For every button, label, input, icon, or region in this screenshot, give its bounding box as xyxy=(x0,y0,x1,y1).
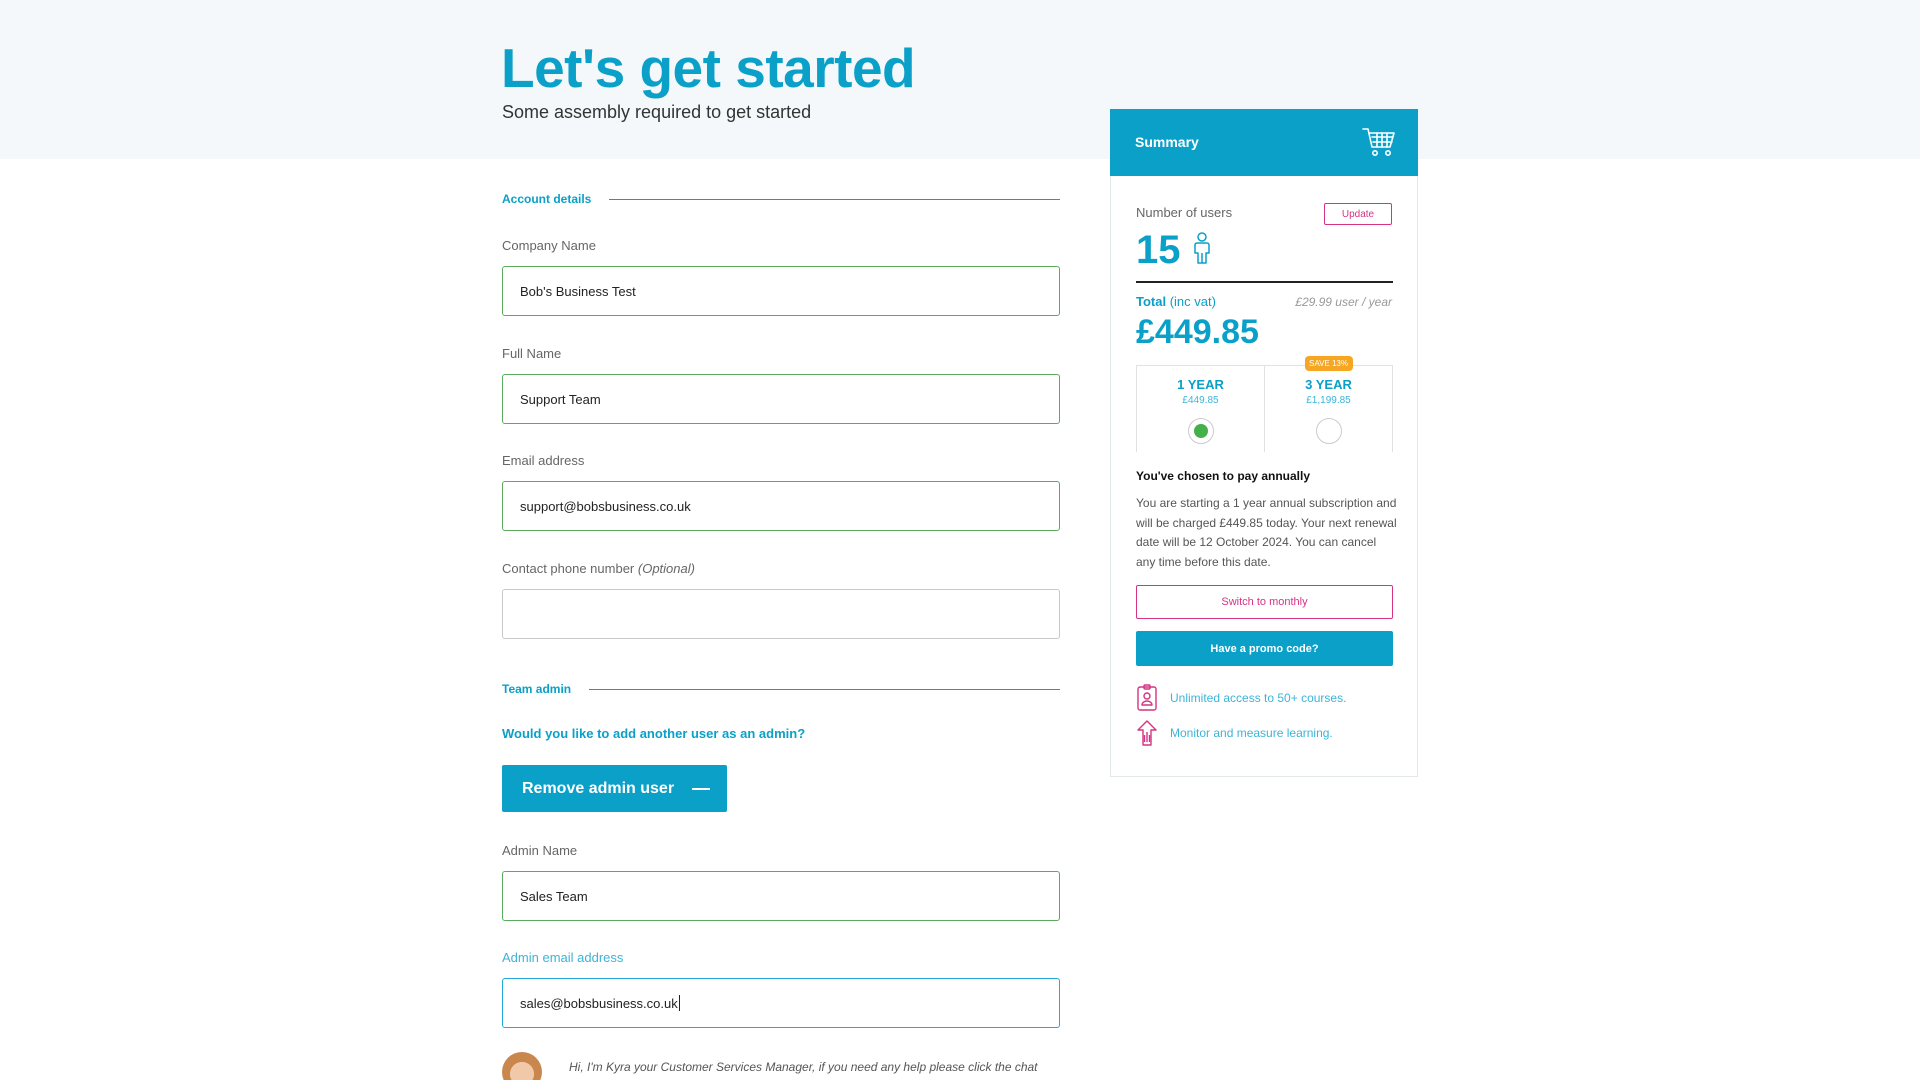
switch-to-monthly-button[interactable]: Switch to monthly xyxy=(1136,585,1393,619)
team-admin-header xyxy=(502,679,1060,699)
plan-selector xyxy=(1136,359,1393,452)
account-details-title: Account details xyxy=(502,192,592,206)
phone-input[interactable] xyxy=(502,589,1060,639)
company-name-value: Bob's Business Test xyxy=(520,283,636,299)
users-label: Number of users xyxy=(1136,205,1233,220)
avatar xyxy=(502,1052,542,1080)
update-users-button[interactable]: Update xyxy=(1324,203,1392,225)
admin-name-label: Admin Name xyxy=(502,843,578,858)
full-name-label: Full Name xyxy=(502,346,562,361)
plan-radio-selected[interactable] xyxy=(1188,418,1214,444)
minus-icon xyxy=(692,788,710,790)
cart-icon xyxy=(1362,125,1396,159)
remove-admin-button[interactable] xyxy=(502,765,727,812)
plan-radio[interactable] xyxy=(1316,418,1342,444)
total-label-text: Total xyxy=(1136,294,1167,309)
team-admin-title: Team admin xyxy=(502,682,572,696)
phone-label xyxy=(502,561,695,576)
order-summary-panel xyxy=(1110,109,1418,777)
email-value: support@bobsbusiness.co.uk xyxy=(520,498,691,514)
assistant-text: Hi, I'm Kyra your Customer Services Manager, if you need any help please click the chat xyxy=(569,1060,1038,1074)
company-name-input[interactable] xyxy=(502,266,1060,316)
summary-title: Summary xyxy=(1135,134,1199,150)
summary-header xyxy=(1110,109,1418,176)
admin-name-value: Sales Team xyxy=(520,888,588,904)
total-note: (inc vat) xyxy=(1169,294,1216,309)
admin-email-label: Admin email address xyxy=(502,950,624,965)
admin-email-input[interactable] xyxy=(502,978,1060,1028)
phone-optional-text: (Optional) xyxy=(637,561,695,576)
plan-title: 3 YEAR xyxy=(1305,377,1352,392)
summary-divider xyxy=(1136,281,1393,283)
savings-badge: SAVE 13% xyxy=(1305,356,1353,371)
plan-amount: £449.85 xyxy=(1182,395,1219,406)
admin-name-input[interactable] xyxy=(502,871,1060,921)
feature-text: Monitor and measure learning. xyxy=(1170,726,1333,740)
id-badge-icon xyxy=(1136,684,1158,712)
plan-amount: £1,199.85 xyxy=(1306,395,1351,406)
section-divider xyxy=(609,199,1060,200)
text-caret xyxy=(679,995,680,1011)
company-name-label: Company Name xyxy=(502,238,596,253)
plan-title: 1 YEAR xyxy=(1177,377,1224,392)
total-label xyxy=(1136,294,1216,309)
account-details-header xyxy=(502,189,1060,209)
full-name-value: Support Team xyxy=(520,391,601,407)
payment-choice-heading: You've chosen to pay annually xyxy=(1136,469,1311,483)
page-subtitle: Some assembly required to get started xyxy=(502,102,812,122)
page-header xyxy=(0,0,1920,159)
full-name-input[interactable] xyxy=(502,374,1060,424)
growth-arrow-icon xyxy=(1136,719,1158,747)
feature-text: Unlimited access to 50+ courses. xyxy=(1170,691,1347,705)
email-label: Email address xyxy=(502,453,585,468)
users-count: 15 xyxy=(1136,228,1181,272)
page-title: Let's get started xyxy=(501,37,916,99)
remove-admin-label: Remove admin user xyxy=(522,779,675,797)
per-user-price: £29.99 user / year xyxy=(1295,295,1392,309)
assistant-message xyxy=(502,1052,1060,1080)
email-input[interactable] xyxy=(502,481,1060,531)
plan-option-1-year[interactable] xyxy=(1137,366,1264,452)
total-price: £449.85 xyxy=(1136,313,1259,351)
phone-label-text: Contact phone number xyxy=(502,561,635,576)
add-admin-question: Would you like to add another user as an admin? xyxy=(502,726,806,741)
section-divider xyxy=(589,689,1060,690)
admin-email-value: sales@bobsbusiness.co.uk xyxy=(520,995,678,1011)
promo-code-button[interactable]: Have a promo code? xyxy=(1136,631,1393,666)
person-icon xyxy=(1193,232,1211,264)
feature-item xyxy=(1136,719,1333,747)
payment-choice-description: You are starting a 1 year annual subscription and will be charged £449.85 today. Your next renewal date will be 12 October 2024. You can cancel any time before this date. xyxy=(1136,496,1397,569)
plan-option-3-year[interactable] xyxy=(1264,359,1392,452)
feature-item xyxy=(1136,684,1346,712)
